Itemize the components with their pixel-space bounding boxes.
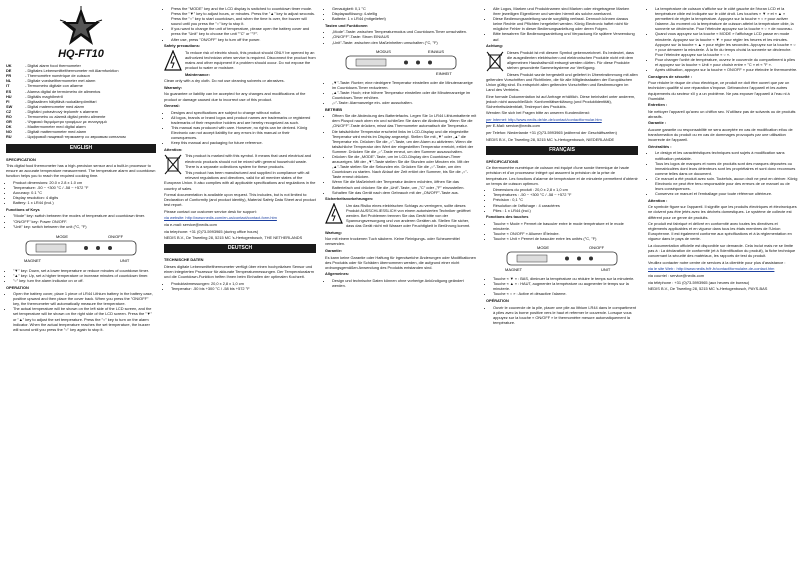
attention-heading: Attention: xyxy=(164,146,183,152)
language-item: UK - Digital alarm food thermometer xyxy=(6,63,81,69)
list-item: • Design und technische Daten können ohne vorherige Ankündigung geändert werden. xyxy=(332,278,477,288)
list-item: • Touche « ▲ » : HAUT, augmenter la température ou augmenter le temps sur la minuterie. xyxy=(493,281,638,291)
de-paragraph-10: Eine formale Dokumentation ist auf Anfrage erhältlich. Diese beinhaltet unter anderem, jedoch nicht ausschließlich: Konformitätserklärung (und Produktidentität), Sicherheitsdatenblatt, Testreport des Produkts. xyxy=(486,93,636,109)
list-item: • „○"-Taste: Alarmanzeige ein- oder ausschalten. xyxy=(332,100,477,105)
fr-operation-list-continued xyxy=(648,6,798,72)
contact-email[interactable]: via e-mail: service@nedis.com xyxy=(164,222,217,228)
star-logo-icon xyxy=(6,6,156,50)
list-item: • "Unit" key: switch between the unit (°C, °F) xyxy=(13,224,156,229)
de-paragraph-11: Wenden Sie sich bei Fragen bitte an unseren Kundendienst: xyxy=(486,110,590,116)
list-item: • Températures : -50 ~ +300 °C / -58 ~ +572 °F xyxy=(493,192,638,197)
fr-heading-8: Attention : xyxy=(648,197,668,203)
warranty-heading: Warranty: xyxy=(164,84,183,90)
list-item: • Product dimensions: 20.0 x 2.8 x 1.0 cm xyxy=(13,180,156,185)
list-item: • Temperature: -50 ~ +300 °C / -58 ~ +572 °F xyxy=(13,185,156,190)
fr-heading-6: Garantie : xyxy=(648,120,667,126)
fr-contact-web[interactable]: via le site Web : http://www.nedis.fr/fr-fr/contact/formulaire-de-contact.htm xyxy=(648,266,775,272)
logo xyxy=(6,6,156,50)
de-heading-1: TECHNISCHE DATEN xyxy=(164,257,204,263)
fr-diagram-label-unit: UNIT xyxy=(601,267,611,273)
list-item: • Touche « Mode » Permet de basculer entre le mode température et le mode minuterie. xyxy=(493,221,638,231)
language-item: RU - Цифровой пищевой термометр со звуковым сигналом xyxy=(6,134,126,140)
language-item: HU - Digitális maghőmérő xyxy=(6,93,63,99)
safety-heading: Safety precautions: xyxy=(164,43,201,49)
list-item: • Designs and specifications are subject to change without notice. xyxy=(171,110,316,115)
list-item: • La température de cuisson s'affiche sur le côté gauche de l'écran LCD et la température cible est indiquée sur le côté droit. Les touches « ▼ » et « ▲ » permettent de régler la température. Appuyez sur la touche « ○ » pour activer l'alarme. Au moment où la température de cuisson atteint la température cible, la sonnerie se déclenche. Pour l'éteindre appuyez sur la touche « ○ » de nouveau. xyxy=(655,6,798,31)
list-item: • Display resolution: 4 digits xyxy=(13,195,156,200)
company-address: NEDIS B.V., De Tweeling 28, 5215 MC 's-Hertogenbosch, THE NETHERLANDS xyxy=(164,235,303,241)
list-item: • Conservez ce manuel et l'emballage pour toute référence ultérieure. xyxy=(655,191,798,196)
column-2 xyxy=(164,6,316,292)
diagram-label-onoff: ON/OFF xyxy=(108,233,124,239)
list-item: • The actual temperature will be shown on the left side of the LCD screen, and the set temperature will be shown on the right side of the LCD screen. Press the "▼" or "▲" key to adjust the set temperature. Press the "○" key to turn on the alarm indicator. When the actual temperature reaches the set temperature, the buzzer will sound until you press the "○" key again to stop it. xyxy=(13,306,156,331)
fr-spec-list xyxy=(486,187,638,212)
list-item: • Open the battery cover, place 1 piece of LR44 Lithium battery in the battery case, positive upward and then place the cover back. When you press the "ON/OFF" key, the thermometer will automatically measure the temperature. xyxy=(13,291,156,306)
list-item: • Dimensions du produit : 20,0 x 2,8 x 1,0 cm xyxy=(493,187,638,192)
fr-heading-5: Entretien : xyxy=(648,102,668,108)
language-item: DK - Madtermometer med digital alarm xyxy=(6,124,86,130)
language-item: NO - Digitalt mattermometer med alarm xyxy=(6,129,87,135)
contact-phone: via telephone: +31 (0)73-5993965 (during office hours) xyxy=(164,228,259,234)
fr-heading-7: Généralités : xyxy=(648,143,672,149)
diagram-label-mode: MODE xyxy=(56,233,68,239)
list-item: • Keep this manual and packaging for future reference. xyxy=(171,140,316,145)
maintenance-paragraph: Clean only with a dry cloth. Do not use cleaning solvents or abrasives. xyxy=(164,78,285,84)
keys-list xyxy=(6,268,156,283)
de-paragraph-4: Um das Risiko eines elektrischen Schlags zu verringern, sollte dieses Produkt AUSSCHLIESSLICH von einem autorisierten Techniker geöffnet werden. Bei Problemen trennen Sie das Gerät bitte von der Spannungsversorgung und von anderen Geräten ab. Stellen Sie sicher, dass das Gerät nicht mit Wasser oder Feuchtigkeit in Berührung kommt. xyxy=(325,203,477,228)
model-number: HQ-FT10 xyxy=(58,48,104,60)
list-item: • Ce manuel a été produit avec soin. Toutefois, aucun droit ne peut en dériver. König Electronic ne peut être tenu responsable pour des erreurs de ce manuel ou de leurs conséquences. xyxy=(655,176,798,191)
list-item: • "Mode" key: switch between the modes of temperature and countdown timer. xyxy=(13,213,156,218)
list-item: • Touche « ON/OFF » Allumer /Éteindre. xyxy=(493,231,638,236)
operation-list xyxy=(6,291,156,332)
list-item: • Touche « ▼ » : BAS, diminuer la température ou réduire le temps sur la minuterie. xyxy=(493,276,638,281)
list-item: • All logos, brands or brand logos and product names are trademarks or registered trademarks of their respective holders and are hereby recognized as such. xyxy=(171,115,316,125)
fr-heading-2: Fonctions des touches xyxy=(486,214,529,220)
list-item: • "ON/OFF" key: Power ON/OFF. xyxy=(13,219,156,224)
general-list xyxy=(164,110,316,146)
language-item: RO - Termometru cu alarmă digital pentru alimente xyxy=(6,114,106,120)
contact-web[interactable]: via website: http://www.nedis.com/en-us/contact/contact-form.htm xyxy=(164,215,277,221)
de-company-address: NEDIS B.V., De Tweeling 28, 5215 MC 's-Hertogenbosch, NIEDERLANDE xyxy=(486,136,615,142)
de-paragraph-9: Dieses Produkt wurde hergestellt und geliefert in Übereinstimmung mit allen geltenden Vorschriften und Richtlinien, die für alle Mitgliedsstaaten der Europäischen Union gültig sind. Es entspricht allen geltenden Vorschriften und Bestimmungen im Land des Vertriebs. xyxy=(486,71,638,92)
de-paragraph-8: Dieses Produkt ist mit diesem Symbol gekennzeichnet. Es bedeutet, dass die ausgedienten elektrischen und elektronischen Produkte nicht mit dem allgemeinen Haushaltsmüll entsorgt werden dürfen. Für diese Produkte stehen gesonderte Sammelsysteme zur Verfügung. xyxy=(486,50,638,70)
operation-heading: OPERATION xyxy=(6,284,29,290)
diagram-label-unit: UNIT xyxy=(120,257,130,263)
column-1 xyxy=(6,6,156,333)
list-item: • Schalten Sie das Gerät nach dem Gebrauch mit der „ON/OFF"-Taste aus. xyxy=(332,190,477,195)
section-bar-francais: FRANÇAIS xyxy=(486,146,638,155)
conformity-paragraph: This product has been manufactured and supplied in compliance with all relevant regulations and directives, valid for all member states of the European Union. It also complies with all applicable specifications and regulations in the country of sales. xyxy=(164,170,316,191)
de-diagram-label-mode: MODUS xyxy=(376,48,391,54)
fr-heading-4: Consignes de sécurité : xyxy=(648,73,692,79)
list-item: • „▼"-Taste: Runter; eine niedrigere Temperatur einstellen oder die Minutenanzeige im Countdown-Timer reduzieren. xyxy=(332,80,477,90)
list-item: • „ON/OFF"-Taste: Strom EIN/AUS xyxy=(332,34,477,39)
diagram-label-magnet: MAGNET xyxy=(24,257,42,263)
list-item: • Piles : 1 x LR44 (incl.) xyxy=(493,208,638,213)
fr-diagram-label-onoff: ON/OFF xyxy=(589,245,605,251)
fr-paragraph-5: Ne nettoyer l'appareil qu'avec un chiffon sec. N'utilisez pas de solvants ou de produits abrasifs. xyxy=(648,108,796,119)
spec-list xyxy=(6,180,156,205)
fr-diagram-label-mode: MODE xyxy=(537,245,549,251)
fr-paragraph-8: Ce symbole figure sur l'appareil. Il signifie que les produits électriques et électroniques ne doivent pas être jetés avec les déchets domestiques. Le système de collecte est différent pour ce genre de produits. xyxy=(648,204,797,220)
list-item: • Press the "MODE" key and the LCD display is switched to countdown timer mode. Press the "▼" key to adjust hours, or minutes. Press the "▲" key to adjust seconds. Press the "○" key to start countdown, and when the time is over, the buzzer will sound until you press the "○" key to stop it. xyxy=(171,6,316,26)
de-paragraph-5: Nur mit einem trockenen Tuch säubern. Keine Reinigungs- oder Scheuermittel verwenden. xyxy=(325,236,460,247)
de-heading-6: Garantie: xyxy=(325,248,343,254)
list-item: • Battery: 1 x LR44 (incl.) xyxy=(13,200,156,205)
de-general-list xyxy=(325,278,477,288)
column-3 xyxy=(325,6,477,290)
language-item: ES - Alarma digital de termómetro de alimentos xyxy=(6,88,101,94)
warranty-paragraph: No guarantee or liability can be accepted for any changes and modifications of the product or damage caused due to incorrect use of this product. xyxy=(164,91,306,102)
de-wheelie-bin-icon xyxy=(486,50,504,72)
list-item: • Précision : 0,1 °C xyxy=(493,197,638,202)
list-item: • Le design et les caractéristiques techniques sont sujets à modification sans notification préalable. xyxy=(655,150,798,160)
list-item: • Quand vous appuyez sur la touche « MODE » l'affichage LCD passe en mode minuterie. Appuyez sur la touche « ▼ » pour régler les heures et les minutes. Appuyez sur la touche « ▲ » pour régler les secondes. Appuyez sur la touche « ○ » pour démarrer la minuterie. À la fin du temps choisi la sonnerie se déclenche. Pour l'éteindre appuyez sur la touche « ○ ». xyxy=(655,31,798,56)
fr-keys-list xyxy=(486,276,638,296)
list-item: • This manual was produced with care. However, no rights can be derived. König Electronic can not accept liability for any errors in this manual or their consequences. xyxy=(171,125,316,140)
list-item: • If you want to change the unit of temperature, please open the battery cover and press the "Unit" key to choose the unit "°C" or "°F". xyxy=(171,26,316,36)
de-operation-list xyxy=(325,113,477,195)
list-item: • Résolution de l'affichage : 4 caractères xyxy=(493,203,638,208)
list-item: • Tous les logos de marques et noms de produits sont des marques déposées ou immatriculées dont leurs détenteurs sont les propriétaires et sont donc reconnues comme telles dans ce document. xyxy=(655,161,798,176)
fr-paragraph-6: Aucune garantie ou responsabilité ne sera acceptée en cas de modification et/ou de transformation du produit ou en cas de dommages provoqués par une utilisation incorrecte de l'appareil. xyxy=(648,127,793,143)
list-item: • Die tatsächliche Temperatur erscheint links im LCD-Display und die eingestellte Temperatur wird rechts im Display angezeigt. Stellen Sie mit „▼" oder „▲" die Temperatur ein. Drücken Sie die „○"-Taste, um den Alarm zu aktivieren. Wenn die tatsächliche Temperatur den Wert der eingestellten Temperatur erreicht, ertönt der Summer. Drücken Sie die „○"-Taste erneut, um den Summer auszuschalten. xyxy=(332,129,477,154)
language-list xyxy=(6,63,156,139)
list-item: • Wenn Sie die Maßeinheit der Temperatur ändern möchten, öffnen Sie das Batteriefach und drücken Sie die „Unit"-Taste, um „°C" oder „°F" einzustellen. xyxy=(332,179,477,189)
fr-diagram-label-magnet: MAGNET xyxy=(505,267,523,273)
fr-heading-3: OPÉRATION xyxy=(486,298,509,304)
fr-contact-email[interactable]: via courriel : service@nedis.com xyxy=(648,273,705,278)
list-item: • Batterie: 1 x LR44 (mitgeliefert) xyxy=(332,16,477,21)
list-item: • Après utilisation, appuyez sur la touche « ON/OFF » pour éteindre le thermomètre. xyxy=(655,67,798,72)
attention-paragraph: This product is marked with this symbol. It means that used electrical and electronic products should not be mixed with general household waste. There is a separate collections system for these products. xyxy=(164,153,316,168)
de-paragraph-6: Es kann keine Garantie oder Haftung für irgendwelche Änderungen oder Modifikationen des Produkts oder für Schäden übernommen werden, die aufgrund einer nicht ordnungsgemäßen Anwendung des Produkts entstanden sind. xyxy=(325,254,476,270)
list-item: • Bitte bewahren Sie Bedienungsanleitung und Verpackung für spätere Verwendung auf. xyxy=(493,31,638,41)
de-diagram-label-onoff: EIN/AUS xyxy=(428,48,445,54)
spec-heading: SPECIFICATION xyxy=(6,156,36,162)
list-item: • Pour changer l'unité de température, ouvrez le couvercle du compartiment à piles et appuyez sur la touche « Unit » pour choisir entre « °C » et « °F ». xyxy=(655,57,798,67)
list-item: • Temperatur: -50 bis +300 °C / -58 bis +572 °F xyxy=(171,286,316,291)
fr-operation-list xyxy=(486,305,638,325)
de-spec-list-continued xyxy=(325,6,477,21)
de-heading-2: Tasten und Funktionen xyxy=(325,22,368,28)
section-bar-english: ENGLISH xyxy=(6,144,156,153)
fr-paragraph-1: Ce thermomètre numérique de cuisson est équipé d'une sonde thermique de haute précision et d'un processeur intégré qui assurent la précision de la prise de température. Les fonctions d'alarme de température et de minuterie permettent d'obtenir un temps de cuisson optimum. xyxy=(486,165,638,186)
language-item: DE - Digitales Lebensmittelthermometer mit Alarmfunktion xyxy=(6,68,119,74)
general-heading: General: xyxy=(164,103,180,109)
list-item: • "○" key: turn the alarm indicator on or off. xyxy=(13,278,156,283)
thermometer-diagram xyxy=(16,231,146,265)
list-item: • „Unit"-Taste: zwischen den Maßeinheiten umschalten (°C, °F) xyxy=(332,40,477,45)
language-item: CZ - Digitální potravinový teploměr s alarmem xyxy=(6,108,98,114)
de-heading-7: Allgemeines: xyxy=(325,271,350,277)
column-5 xyxy=(648,6,798,293)
language-item: GR - Ψηφιακό θερμόμετρο τροφίμων με συναγερμό xyxy=(6,119,107,125)
de-paragraph-1: Dieses digitale Lebensmittelthermometer verfügt über einen hochpräzisen Sensor und einen integrierten Prozessor für akkurate Temperaturmessungen. Der Temperaturalarm und die Countdown-Funktion helfen Ihnen beim Einhalten der optimalen Kochzeit. xyxy=(164,263,314,280)
de-contact-phone: per Telefon: Niederlande +31 (0)73-5993965 (während der Geschäftszeiten) xyxy=(486,130,617,136)
list-item: • Ouvrir le couvercle de la pile, placer une pile au lithium LR44 dans le compartiment à piles avec la borne positive vers le haut et refermer le couvercle. Lorsque vous appuyez sur la touche « ON/OFF » le thermomètre mesure automatiquement la température. xyxy=(493,305,638,325)
language-item: IT - Termometro digitale con allarme xyxy=(6,83,83,89)
fr-paragraph-4: Pour réduire le risque de choc électrique, ce produit ne doit être ouvert que par un technicien qualifié si une réparation s'impose. Débranchez l'appareil et les autres équipements du secteur s'il y a un problème. Ne pas exposer l'appareil à l'eau ni à l'humidité. xyxy=(648,80,790,101)
shock-warning-icon xyxy=(164,50,182,72)
de-spec-list xyxy=(164,281,316,291)
column-4 xyxy=(486,6,638,327)
de-contact-email[interactable]: per E-Mail: service@nedis.com xyxy=(486,123,540,129)
fr-heading-1: SPÉCIFICATIONS xyxy=(486,158,519,164)
list-item: • "▲" key: Up, set a higher temperature or increase minutes of countdown timer. xyxy=(13,273,156,278)
functions-heading: Functions of Keys xyxy=(6,206,40,212)
section-bar-deutsch: DEUTSCH xyxy=(164,244,316,253)
fr-contact-phone: via téléphone : +31 (0)73-5993965 (aux heures de bureau) xyxy=(648,279,750,285)
list-item: • Öffnen Sie die Abdeckung des Batteriefachs. Legen Sie 1x LR44 Lithiumbatterie mit dem Pluspol nach oben ein und schließen Sie dann die Abdeckung. Wenn Sie die „ON/OFF"-Taste drücken, misst das Thermometer automatisch die Temperatur. xyxy=(332,113,477,128)
de-keys-list xyxy=(325,80,477,105)
fr-paragraph-11: Veuillez contacter notre centre de services à la clientèle pour plus d'assistance : xyxy=(648,259,786,265)
list-item: • Diese Bedienungsanleitung wurde sorgfältig verfasst. Dennoch können daraus keine Rechte und Pflichten hergeleitet werden. König Electronic haftet nicht für mögliche Fehler in dieser Bedienungsanleitung oder deren Folgen. xyxy=(493,16,638,31)
safety-paragraph: To reduce risk of electric shock, this product should ONLY be opened by an authorized technician when service is required. Disconnect the product from mains and other equipment if a problem should occur. Do not expose the product to water or moisture. xyxy=(164,50,316,70)
spec-paragraph: This digital food thermometer has a high-precision sensor and a built-in processor to ensure an accurate temperature measurement. The temperature alarm and countdown function helps you to reach the required cooking time. xyxy=(6,163,156,179)
functions-list xyxy=(6,213,156,228)
documentation-paragraph: Formal documentation is available upon request. This includes, but is not limited to: Declaration of Conformity (and product identity), Material Safety Data Sheet and product test report. xyxy=(164,192,316,208)
language-item: NL - Digitale voedselthermometer met alarm xyxy=(6,78,96,84)
wheelie-bin-icon xyxy=(164,153,182,175)
de-diagram-label-unit: EINHEIT xyxy=(436,70,452,76)
de-shock-warning-icon xyxy=(325,203,343,225)
language-item: FI - Digitaalinen hälyttävä ruokalämpömittari xyxy=(6,98,97,104)
list-item: • „▲"-Taste: Hoch; eine höhere Temperatur einstellen oder die Minutenanzeige im Countdown-Timer erhöhen. xyxy=(332,90,477,100)
maintenance-heading: Maintenance: xyxy=(185,71,210,77)
list-item: • After use, press "ON/OFF" key to turn off the power. xyxy=(171,37,316,42)
de-thermometer-diagram xyxy=(336,47,466,77)
de-general-list-continued xyxy=(486,6,638,42)
language-item: SW - Digital matermometer med alarm xyxy=(6,103,85,109)
fr-company-address: NEDIS B.V., De Tweeling 28, 5215 MC 's-Hertogenbosch, PAYS-BAS xyxy=(648,286,768,292)
list-item: • Touche « Unit » Permet de basculer entre les unités (°C, °F) xyxy=(493,236,638,241)
de-heading-4: Sicherheitsvorkehrungen: xyxy=(325,196,374,202)
operation-list-continued xyxy=(164,6,316,42)
de-functions-list xyxy=(325,29,477,44)
list-item: • Alle Logos, Marken und Produktnamen sind Marken oder eingetragene Marken ihrer jeweiligen Eigentümer und werden hiermit als solche anerkannt. xyxy=(493,6,638,16)
list-item: • "▼" key: Down, set a lower temperature or reduce minutes of countdown timer. xyxy=(13,268,156,273)
de-heading-5: Wartung: xyxy=(325,229,342,235)
list-item: • Produktabmessungen: 20,0 x 2,8 x 1,0 cm xyxy=(171,281,316,286)
list-item: • Touche « ○ » : Active et désactive l'alarme. xyxy=(493,291,638,296)
list-item: • „Mode"-Taste: zwischen Temperaturmodus und Countdown-Timer umschalten. xyxy=(332,29,477,34)
de-heading-8: Achtung: xyxy=(486,43,504,49)
list-item: • Displayauflösung: 4-stellig xyxy=(332,11,477,16)
list-item: • Drücken Sie die „MODE"-Taste, um im LCD-Display den Countdown-Timer anzuzeigen. Mit der „▼"-Taste stellen Sie die Stunden oder Minuten ein. Mit der „▲"-Taste stellen Sie die Sekunden ein. Drücken Sie die „○"-Taste, um den Countdown zu starten. Nach Ablauf der Zeit ertönt der Summer, bis Sie die „○"-Taste erneut drücken. xyxy=(332,154,477,179)
list-item: • Accuracy: 0.1 °C xyxy=(13,190,156,195)
fr-thermometer-diagram xyxy=(497,243,627,273)
list-item: • Genauigkeit: 0,1 °C xyxy=(332,6,477,11)
de-contact-web[interactable]: per Internet: http://www.nedis.de/de-de/contact/contactformular.htm xyxy=(486,116,602,122)
de-heading-3: BETRIEB xyxy=(325,106,343,112)
language-item: FR - Thermomètre numérique de cuisson xyxy=(6,73,90,79)
service-paragraph: Please contact our customer service desk for support: xyxy=(164,208,257,214)
fr-general-list xyxy=(648,150,798,196)
fr-paragraph-9: Ce produit est fabriqué et délivré en conformité avec toutes les directives et règlements applicables et en vigueur dans tous les états membres de l'Union Européenne. Il est également conforme aux spécifications et à la réglementation en vigueur dans le pays de vente. xyxy=(648,221,792,242)
fr-functions-list xyxy=(486,221,638,241)
fr-paragraph-10: La documentation officielle est disponible sur demande. Cela inclut mais ne se limite pas à : La déclaration de conformité (et à l'identification du produit), la fiche technique concernant la sécurité des matériaux, les rapports de test du produit. xyxy=(648,243,796,259)
